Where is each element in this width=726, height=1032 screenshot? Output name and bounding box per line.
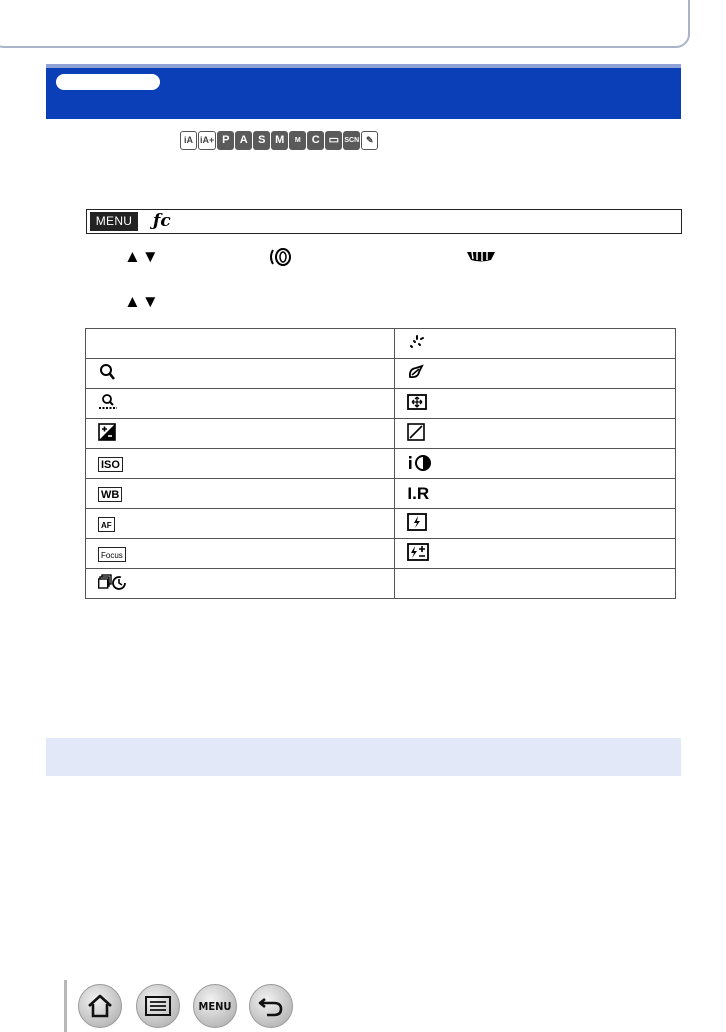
table-cell (86, 389, 395, 419)
af-mode-icon: AF (98, 517, 115, 532)
menu-icon: MENU (198, 999, 232, 1013)
section-title-bar (46, 64, 681, 119)
step-zoom-icon (98, 393, 118, 411)
back-icon (257, 994, 285, 1018)
table-cell (86, 329, 395, 359)
table-cell (86, 479, 395, 509)
sparkle-icon (407, 333, 425, 351)
table-cell (395, 509, 676, 539)
table-cell (395, 419, 676, 449)
white-balance-icon: WB (98, 487, 122, 502)
zoom-icon (98, 363, 116, 381)
i-dynamic-icon (407, 453, 433, 471)
program-mode-icon: P (217, 131, 234, 150)
table-cell (395, 329, 676, 359)
menu-button[interactable] (193, 984, 237, 1028)
function-table (85, 328, 676, 599)
home-button[interactable] (78, 984, 122, 1028)
menu-path-box (86, 209, 682, 234)
manual-mode-icon: M (271, 131, 288, 150)
flash-icon (407, 513, 427, 531)
recording-mode-icons (180, 131, 378, 150)
intelligent-auto-mode-icon: iA (180, 131, 197, 150)
table-cell (395, 449, 676, 479)
table-cell (86, 419, 395, 449)
drive-self-timer-icon (98, 573, 128, 591)
iso-icon: ISO (98, 457, 123, 472)
table-cell (86, 359, 395, 389)
menu-icon: MENU (90, 212, 138, 231)
creative-control-mode-icon: ✎ (361, 131, 378, 150)
control-ring-icon (268, 247, 294, 267)
i-resolution-icon: I.R (407, 483, 430, 503)
aperture-mode-icon: A (235, 131, 252, 150)
page-tab-frame (0, 0, 690, 48)
home-icon (86, 993, 114, 1019)
mode-pill (56, 74, 160, 90)
scene-mode-icon: SCN (343, 131, 360, 150)
table-cell (395, 479, 676, 509)
creative-video-mode-icon: M (289, 131, 306, 150)
custom-mode-icon: C (307, 131, 324, 150)
table-cell (395, 569, 676, 599)
custom-menu-icon: ƒc (153, 211, 171, 231)
up-down-arrows-icon: ▲▼ (124, 247, 160, 266)
table-cell (86, 509, 395, 539)
intelligent-auto-plus-mode-icon: iA+ (198, 131, 216, 150)
table-cell (395, 539, 676, 569)
aspect-ratio-icon (407, 393, 427, 411)
list-icon (144, 995, 172, 1017)
table-cell (395, 359, 676, 389)
exposure-comp-icon (98, 423, 116, 441)
curve-icon (407, 423, 425, 441)
contents-button[interactable] (136, 984, 180, 1028)
focus-icon: Focus (98, 547, 126, 562)
flash-adjust-icon (407, 543, 429, 561)
table-cell (86, 569, 395, 599)
table-cell (86, 539, 395, 569)
panorama-mode-icon: ▭ (325, 131, 342, 150)
section-header-bar (46, 738, 681, 776)
back-button[interactable] (249, 984, 293, 1028)
table-cell (86, 449, 395, 479)
up-down-arrows-icon: ▲▼ (124, 292, 160, 311)
creative-icon (407, 363, 425, 381)
shutter-mode-icon: S (253, 131, 270, 150)
control-dial-icon (466, 250, 496, 264)
table-cell (395, 389, 676, 419)
footer-divider (64, 980, 67, 1032)
